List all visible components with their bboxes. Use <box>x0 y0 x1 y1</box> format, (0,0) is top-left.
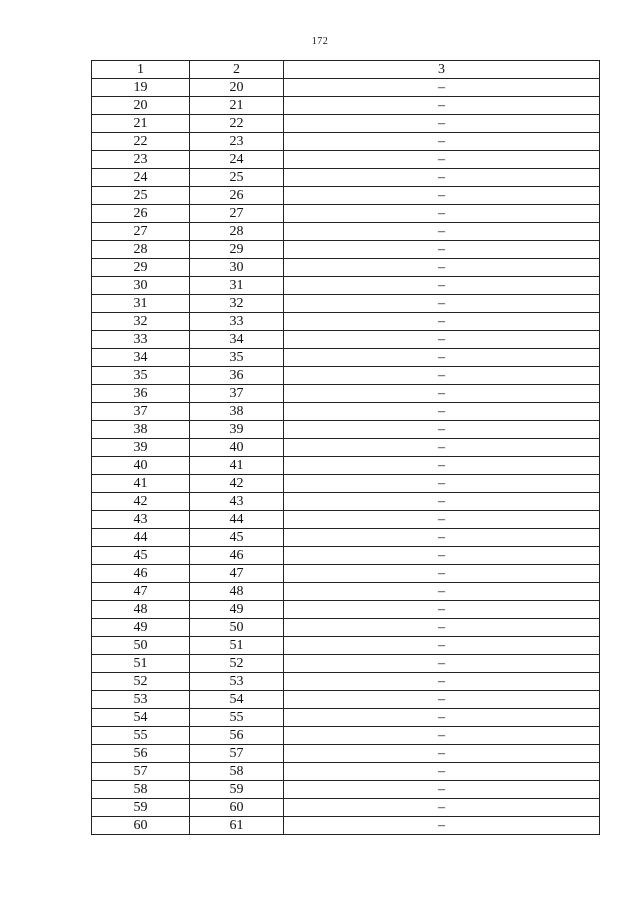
table-cell-col-2: 46 <box>190 547 284 565</box>
table-cell-col-3: – <box>284 79 600 97</box>
table-cell-col-2: 52 <box>190 655 284 673</box>
table-row <box>92 745 600 763</box>
table-row <box>92 205 600 223</box>
table-cell-col-3: – <box>284 673 600 691</box>
table-cell-col-3: – <box>284 259 600 277</box>
table-cell-col-2: 27 <box>190 205 284 223</box>
table-cell-col-2: 50 <box>190 619 284 637</box>
table-row <box>92 709 600 727</box>
table-cell-col-3: – <box>284 349 600 367</box>
column-header-2: 2 <box>190 61 284 79</box>
table-cell-col-1: 48 <box>92 601 190 619</box>
table-row <box>92 79 600 97</box>
table-cell-col-3: – <box>284 601 600 619</box>
table-cell-col-3: – <box>284 115 600 133</box>
data-table <box>91 60 600 835</box>
table-cell-col-2: 48 <box>190 583 284 601</box>
table-cell-col-2: 26 <box>190 187 284 205</box>
table-row <box>92 97 600 115</box>
table-cell-col-3: – <box>284 403 600 421</box>
table-cell-col-3: – <box>284 529 600 547</box>
table-row <box>92 799 600 817</box>
table-cell-col-3: – <box>284 205 600 223</box>
table-cell-col-1: 44 <box>92 529 190 547</box>
table-cell-col-1: 34 <box>92 349 190 367</box>
table-cell-col-3: – <box>284 691 600 709</box>
table-cell-col-2: 54 <box>190 691 284 709</box>
table-row <box>92 367 600 385</box>
table-cell-col-2: 51 <box>190 637 284 655</box>
table-cell-col-2: 43 <box>190 493 284 511</box>
table-cell-col-3: – <box>284 565 600 583</box>
table-cell-col-2: 57 <box>190 745 284 763</box>
table-cell-col-3: – <box>284 727 600 745</box>
table-cell-col-3: – <box>284 439 600 457</box>
table-cell-col-2: 49 <box>190 601 284 619</box>
table-cell-col-2: 30 <box>190 259 284 277</box>
table-row <box>92 331 600 349</box>
table-cell-col-1: 51 <box>92 655 190 673</box>
table-row <box>92 637 600 655</box>
table-cell-col-2: 42 <box>190 475 284 493</box>
table-row <box>92 421 600 439</box>
table-cell-col-2: 47 <box>190 565 284 583</box>
table-cell-col-3: – <box>284 241 600 259</box>
table-cell-col-3: – <box>284 223 600 241</box>
table-row <box>92 817 600 835</box>
table-row <box>92 619 600 637</box>
table-row <box>92 547 600 565</box>
table-cell-col-2: 41 <box>190 457 284 475</box>
table-cell-col-1: 33 <box>92 331 190 349</box>
table-cell-col-1: 37 <box>92 403 190 421</box>
table-row <box>92 583 600 601</box>
table-cell-col-1: 47 <box>92 583 190 601</box>
table-cell-col-2: 60 <box>190 799 284 817</box>
table-row <box>92 115 600 133</box>
table-cell-col-3: – <box>284 277 600 295</box>
table-cell-col-1: 46 <box>92 565 190 583</box>
table-cell-col-2: 44 <box>190 511 284 529</box>
header-row <box>92 61 600 79</box>
table-cell-col-2: 32 <box>190 295 284 313</box>
table-row <box>92 187 600 205</box>
table-cell-col-3: – <box>284 151 600 169</box>
table-cell-col-1: 23 <box>92 151 190 169</box>
table-cell-col-1: 54 <box>92 709 190 727</box>
table-cell-col-2: 61 <box>190 817 284 835</box>
table-cell-col-1: 41 <box>92 475 190 493</box>
column-header-1: 1 <box>92 61 190 79</box>
table-row <box>92 313 600 331</box>
table-row <box>92 601 600 619</box>
table-row <box>92 151 600 169</box>
table-row <box>92 403 600 421</box>
table-row <box>92 655 600 673</box>
table-row <box>92 565 600 583</box>
table-cell-col-2: 33 <box>190 313 284 331</box>
table-cell-col-2: 22 <box>190 115 284 133</box>
table-cell-col-3: – <box>284 475 600 493</box>
table-cell-col-1: 43 <box>92 511 190 529</box>
table-cell-col-2: 55 <box>190 709 284 727</box>
table-header <box>92 61 600 79</box>
table-row <box>92 511 600 529</box>
table-row <box>92 223 600 241</box>
table-cell-col-3: – <box>284 331 600 349</box>
table-cell-col-1: 40 <box>92 457 190 475</box>
table-cell-col-1: 28 <box>92 241 190 259</box>
table-cell-col-1: 30 <box>92 277 190 295</box>
table-cell-col-2: 53 <box>190 673 284 691</box>
table-cell-col-1: 21 <box>92 115 190 133</box>
table-cell-col-3: – <box>284 655 600 673</box>
table-cell-col-1: 52 <box>92 673 190 691</box>
table-row <box>92 529 600 547</box>
table-row <box>92 763 600 781</box>
table-cell-col-3: – <box>284 637 600 655</box>
table-cell-col-2: 21 <box>190 97 284 115</box>
table-row <box>92 781 600 799</box>
table-cell-col-3: – <box>284 313 600 331</box>
table-cell-col-1: 26 <box>92 205 190 223</box>
table-cell-col-1: 58 <box>92 781 190 799</box>
table-cell-col-2: 29 <box>190 241 284 259</box>
table-row <box>92 475 600 493</box>
table-row <box>92 691 600 709</box>
table-cell-col-1: 53 <box>92 691 190 709</box>
table-cell-col-3: – <box>284 457 600 475</box>
column-header-3: 3 <box>284 61 600 79</box>
table-row <box>92 349 600 367</box>
table-cell-col-1: 19 <box>92 79 190 97</box>
table-body <box>92 79 600 835</box>
table-cell-col-1: 50 <box>92 637 190 655</box>
table-cell-col-1: 55 <box>92 727 190 745</box>
table-cell-col-1: 31 <box>92 295 190 313</box>
table-cell-col-2: 45 <box>190 529 284 547</box>
table-row <box>92 439 600 457</box>
table-cell-col-2: 59 <box>190 781 284 799</box>
table-cell-col-2: 40 <box>190 439 284 457</box>
table-row <box>92 133 600 151</box>
table-cell-col-3: – <box>284 619 600 637</box>
table-cell-col-1: 59 <box>92 799 190 817</box>
table-cell-col-2: 38 <box>190 403 284 421</box>
table-cell-col-3: – <box>284 133 600 151</box>
table-cell-col-3: – <box>284 709 600 727</box>
table-cell-col-1: 29 <box>92 259 190 277</box>
table-cell-col-3: – <box>284 421 600 439</box>
table-cell-col-1: 38 <box>92 421 190 439</box>
table-cell-col-3: – <box>284 817 600 835</box>
table-row <box>92 241 600 259</box>
table-cell-col-1: 42 <box>92 493 190 511</box>
table-cell-col-1: 60 <box>92 817 190 835</box>
table-row <box>92 385 600 403</box>
table-cell-col-3: – <box>284 583 600 601</box>
table-cell-col-2: 58 <box>190 763 284 781</box>
table-cell-col-3: – <box>284 187 600 205</box>
table-cell-col-2: 34 <box>190 331 284 349</box>
table-row <box>92 169 600 187</box>
table-cell-col-1: 24 <box>92 169 190 187</box>
table-cell-col-3: – <box>284 295 600 313</box>
table-cell-col-2: 36 <box>190 367 284 385</box>
table-cell-col-3: – <box>284 367 600 385</box>
table-cell-col-3: – <box>284 781 600 799</box>
table-row <box>92 277 600 295</box>
table-cell-col-1: 56 <box>92 745 190 763</box>
table-cell-col-2: 37 <box>190 385 284 403</box>
table-cell-col-1: 35 <box>92 367 190 385</box>
table-cell-col-2: 24 <box>190 151 284 169</box>
table-cell-col-1: 25 <box>92 187 190 205</box>
table-cell-col-1: 22 <box>92 133 190 151</box>
table-cell-col-1: 27 <box>92 223 190 241</box>
table-cell-col-3: – <box>284 763 600 781</box>
table-cell-col-2: 56 <box>190 727 284 745</box>
table-cell-col-1: 49 <box>92 619 190 637</box>
table-cell-col-1: 36 <box>92 385 190 403</box>
table-cell-col-3: – <box>284 385 600 403</box>
table-cell-col-3: – <box>284 547 600 565</box>
table-row <box>92 457 600 475</box>
table-row <box>92 727 600 745</box>
table-cell-col-3: – <box>284 97 600 115</box>
table-cell-col-2: 35 <box>190 349 284 367</box>
table-cell-col-2: 25 <box>190 169 284 187</box>
table-cell-col-1: 39 <box>92 439 190 457</box>
table-row <box>92 259 600 277</box>
table-cell-col-3: – <box>284 799 600 817</box>
table-cell-col-1: 20 <box>92 97 190 115</box>
page-number: 172 <box>311 36 329 47</box>
table-cell-col-1: 57 <box>92 763 190 781</box>
table-cell-col-2: 31 <box>190 277 284 295</box>
table-cell-col-3: – <box>284 511 600 529</box>
table-cell-col-1: 32 <box>92 313 190 331</box>
table-cell-col-2: 20 <box>190 79 284 97</box>
table-row <box>92 295 600 313</box>
table-row <box>92 673 600 691</box>
table-cell-col-1: 45 <box>92 547 190 565</box>
table-cell-col-2: 39 <box>190 421 284 439</box>
table-cell-col-3: – <box>284 745 600 763</box>
table-cell-col-3: – <box>284 169 600 187</box>
table-row <box>92 493 600 511</box>
table-cell-col-2: 23 <box>190 133 284 151</box>
table-cell-col-3: – <box>284 493 600 511</box>
table-cell-col-2: 28 <box>190 223 284 241</box>
